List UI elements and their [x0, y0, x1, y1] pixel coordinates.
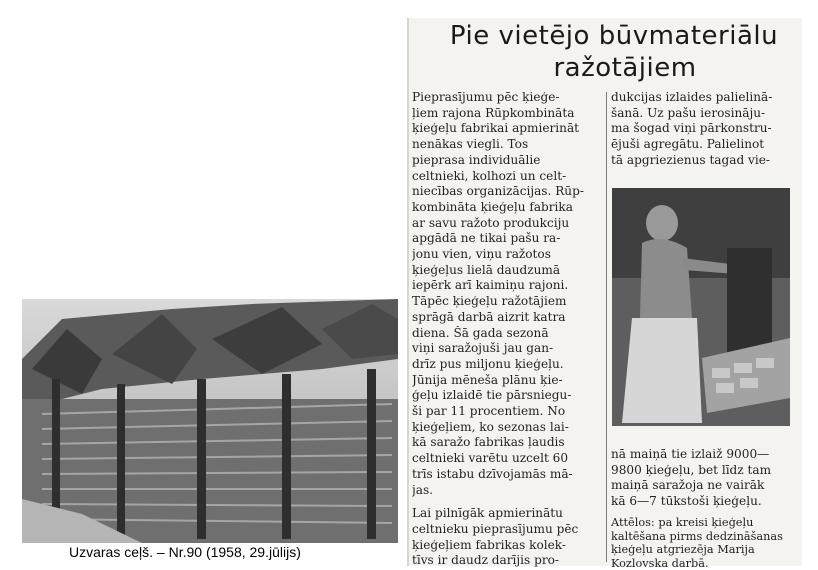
article-text-line: Pieprasījumu pēc ķieģe- [412, 90, 600, 106]
article-text-line: Kozlovska darbā. [611, 557, 799, 570]
article-right-column-top [611, 90, 799, 169]
article-text-line: Tāpēc ķieģeļu ražotājiem [412, 294, 600, 310]
brick-cutter-worker-photo [612, 188, 790, 426]
article-text-line: jonu vien, viņu ražotos [412, 247, 600, 263]
article-text-line: ma šogad viņi pārkonstru- [611, 121, 799, 137]
article-text-line: diena. Šā gada sezonā [412, 326, 600, 342]
article-text-line: kā 6—7 tūkstoši ķieģeļu. [611, 494, 799, 510]
article-text-line: Jūnija mēneša plānu ķie- [412, 373, 600, 389]
article-text-line: ķieģeļu fabrikai apmierināt [412, 121, 600, 137]
article-text-line: celtnieki, kolhozi un celt- [412, 169, 600, 185]
article-text-line: kaltēšana pirms dedzināšanas [611, 530, 799, 544]
column-divider [606, 92, 607, 562]
article-text-line: ļiem rajona Rūpkombināta [412, 106, 600, 122]
article-text-line: ķieģeļu atgriezēja Marija [611, 543, 799, 557]
article-text-line: Lai pilnīgāk apmierinātu [412, 506, 600, 522]
source-citation: Uzvaras ceļš. – Nr.90 (1958, 29.jūlijs) [69, 542, 301, 562]
article-text-line: Attēlos: pa kreisi ķieģeļu [611, 516, 799, 530]
article-text-line: iepērk arī kaimiņu rajoni. [412, 278, 600, 294]
article-text-line: ģeļu izlaidē tie pārsniegu- [412, 388, 600, 404]
article-text-line: ķieģeļiem, ko sezonas lai- [412, 420, 600, 436]
article-text-line: maiņā saražoja ne vairāk [611, 478, 799, 494]
article-right-column-bottom [611, 447, 799, 510]
article-left-column [412, 90, 600, 569]
article-text-line: ar savu ražoto produkciju [412, 216, 600, 232]
article-headline [410, 20, 800, 84]
sheds-photo-image [22, 299, 398, 543]
article-text-line: ši par 11 procentiem. No [412, 404, 600, 420]
article-text-line: ķieģeļus lielā daudzumā [412, 263, 600, 279]
article-text-line: niecības organizācijas. Rūp- [412, 184, 600, 200]
article-text-line: 9800 ķieģeļu, bet līdz tam [611, 463, 799, 479]
article-text-line: sprāgā darbā aizrit katra [412, 310, 600, 326]
article-text-line: pieprasa individuālie [412, 153, 600, 169]
article-text-line: apgādā ne tikai pašu ra- [412, 231, 600, 247]
paragraph-gap [412, 498, 600, 506]
article-text-line: drīz pus miljonu ķieģeļu. [412, 357, 600, 373]
headline-line-1: Pie vietējo būvmateriālu [410, 20, 800, 52]
article-text-line: nā maiņā tie izlaiž 9000— [611, 447, 799, 463]
clipping-edge [407, 18, 409, 566]
headline-line-2: ražotājiem [410, 52, 800, 84]
article-text-line: ķieģeļiem fabrikas kolek- [412, 538, 600, 554]
brick-drying-sheds-photo [22, 299, 398, 543]
article-text-line: šanā. Uz pašu ierosināju- [611, 106, 799, 122]
article-text-line: dukcijas izlaides palielinā- [611, 90, 799, 106]
article-text-line: viņi saražojuši jau gan- [412, 341, 600, 357]
article-text-line: celtnieku pieprasījumu pēc [412, 522, 600, 538]
article-text-line: jas. [412, 483, 600, 499]
photo-caption [611, 516, 799, 570]
article-text-line: tīvs ir daudz darījis pro- [412, 553, 600, 569]
article-text-line: ējuši agregātu. Palielinot [611, 137, 799, 153]
article-text-line: tā apgriezienus tagad vie- [611, 153, 799, 169]
article-text-line: kombināta ķieģeļu fabrika [412, 200, 600, 216]
article-text-line: nenākas viegli. Tos [412, 137, 600, 153]
article-text-line: kā saražo fabrikas ļaudis [412, 435, 600, 451]
worker-photo-image [612, 188, 790, 426]
article-text-line: celtnieki varētu uzcelt 60 [412, 451, 600, 467]
article-text-line: trīs istabu dzīvojamās mā- [412, 467, 600, 483]
